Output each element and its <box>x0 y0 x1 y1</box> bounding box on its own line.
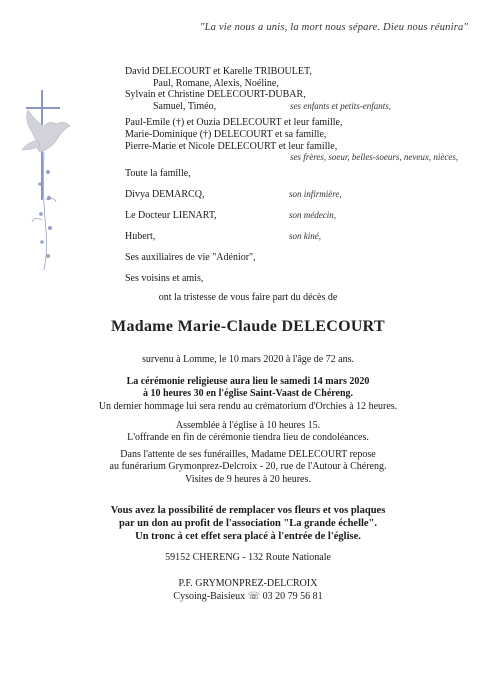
flower-stem-icon <box>32 152 56 270</box>
family-line: Paul-Emile (†) et Ouzia DELECOURT et leur famille, <box>125 117 343 129</box>
cross-dove-decoration <box>20 80 80 280</box>
funeral-home-name: P.F. GRYMONPREZ-DELCROIX <box>178 578 318 589</box>
family-line: Pierre-Marie et Nicole DELECOURT et leur famille, <box>125 140 338 152</box>
family-line: Sylvain et Christine DELECOURT-DUBAR, <box>125 89 306 101</box>
funeral-home-info <box>40 577 456 603</box>
caregiver-role: son médecin, <box>289 210 336 220</box>
family-line: Marie-Dominique (†) DELECOURT et sa famille, <box>125 128 327 140</box>
family-line: Samuel, Timéo, ses enfants et petits-enfants, <box>153 100 391 112</box>
dove-icon <box>22 110 70 152</box>
caregiver-line: Ses auxiliaires de vie "Adénior", <box>125 252 256 263</box>
relation-label: ses enfants et petits-enfants, <box>290 100 391 111</box>
announcement-text: ont la tristesse de vous faire part du décès de <box>158 292 338 303</box>
family-list <box>125 66 459 164</box>
caregiver-line: Hubert, son kiné, <box>125 231 321 242</box>
family-line <box>125 152 459 164</box>
caregivers-list <box>125 168 455 294</box>
caregiver-line: Toute la famille, <box>125 168 191 179</box>
family-line: David DELECOURT et Karelle TRIBOULET, <box>125 66 312 77</box>
ceremony-info: La cérémonie religieuse aura lieu le samedi 14 mars 2020 à 10 heures 30 en l'église Saint-Vaast de Chéreng. Un dernier hommage lui sera rendu au crématorium d'Orchies à 12 heures. <box>98 376 398 412</box>
caregiver-line: Divya DEMARCQ, son infirmière, <box>125 189 342 200</box>
address-line: 59152 CHERENG - 132 Route Nationale <box>165 552 331 563</box>
caregiver-role: son infirmière, <box>289 189 342 199</box>
assembly-info: Assemblée à l'église à 10 heures 15. L'offrande en fin de cérémonie tiendra lieu de condoléances. <box>127 420 369 444</box>
deceased-name: Madame Marie-Claude DELECOURT <box>111 318 385 335</box>
caregiver-role: son kiné, <box>289 231 321 241</box>
death-info: survenu à Lomme, le 10 mars 2020 à l'âge de 72 ans. <box>141 354 355 365</box>
family-line: Paul, Romane, Alexis, Noéline, <box>153 77 279 89</box>
visitation-info: Dans l'attente de ses funérailles, Madame DELECOURT repose au funérarium Grymonprez-Delcroix - 20, rue de l'Autour à Chéreng. Visites de 9 heures à 20 heures. <box>109 449 387 485</box>
donation-info: Vous avez la possibilité de remplacer vos fleurs et vos plaques par un don au profit de l'association "La grande échelle". Un tronc à cet effet sera placé à l'entrée de l'église. <box>110 505 386 542</box>
caregiver-line: Ses voisins et amis, <box>125 273 204 284</box>
relation-label: ses frères, soeur, belles-soeurs, neveux, nièces, <box>290 152 459 163</box>
epigraph-quote: "La vie nous a unis, la mort nous sépare. Dieu nous réunira" <box>200 22 469 33</box>
funeral-home-phone: Cysoing-Baisieux ☏ 03 20 79 56 81 <box>173 591 323 602</box>
caregiver-line: Le Docteur LIENART, son médecin, <box>125 210 336 221</box>
